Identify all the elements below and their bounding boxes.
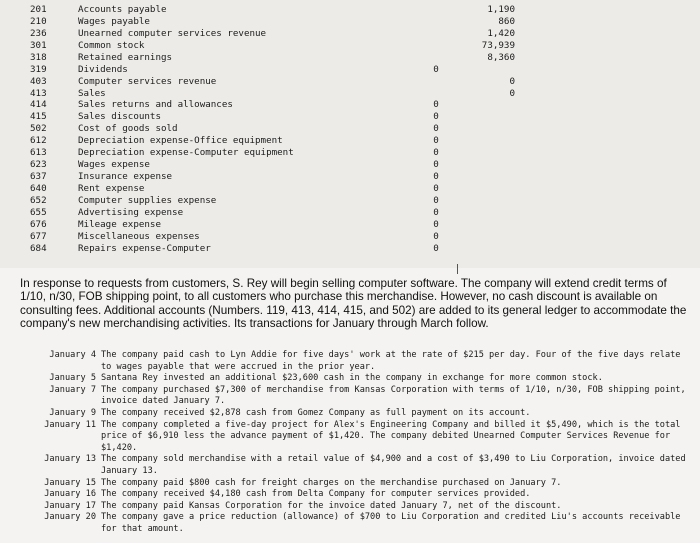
credit-balance: 0 <box>509 87 515 99</box>
debit-balance: 0 <box>433 242 439 254</box>
debit-balance: 0 <box>433 135 439 147</box>
account-name: Accounts payable <box>78 4 167 15</box>
account-number: 655 <box>30 206 47 218</box>
account-number: 403 <box>30 75 47 87</box>
transaction-date: January 16 <box>44 489 96 500</box>
transaction-item <box>0 501 700 513</box>
account-name: Insurance expense <box>78 171 173 183</box>
account-number: 612 <box>30 135 47 147</box>
account-name: Wages expense <box>78 159 150 171</box>
transaction-item <box>0 489 700 501</box>
text-cursor <box>457 264 458 274</box>
transaction-text: The company paid cash to Lyn Addie for five days' work at the rate of $215 per day. Four of the five days relate to wages payable that were accrued in the prior year. <box>101 350 681 372</box>
account-name: Depreciation expense-Office equipment <box>78 135 283 147</box>
account-number: 236 <box>30 27 47 39</box>
account-number: 201 <box>30 4 47 15</box>
credit-balance: 8,360 <box>487 51 515 63</box>
credit-balance: 73,939 <box>481 39 515 51</box>
credit-balance: 860 <box>498 15 515 27</box>
debit-balance: 0 <box>433 206 439 218</box>
transaction-text: The company completed a five-day project for Alex's Engineering Company and billed it $5,490, which is the total price of $6,910 less the advance payment of $1,420. The company debited Unearned Computer Services Revenue for $1,420. <box>101 419 681 453</box>
debit-balance: 0 <box>433 147 439 159</box>
account-number: 210 <box>30 15 47 27</box>
transaction-item <box>0 420 700 455</box>
account-name: Wages payable <box>78 15 150 27</box>
ledger-table <box>0 0 700 268</box>
debit-balance: 0 <box>433 171 439 183</box>
account-name: Computer supplies expense <box>78 194 217 206</box>
transaction-item <box>0 373 700 385</box>
account-number: 319 <box>30 63 47 75</box>
transaction-text: The company paid Kansas Corporation for the invoice dated January 7, net of the discount. <box>101 500 562 511</box>
transaction-text: Santana Rey invested an additional $23,600 cash in the company in exchange for more common stock. <box>101 373 603 384</box>
account-name: Rent expense <box>78 182 145 194</box>
account-number: 623 <box>30 159 47 171</box>
credit-balance: 0 <box>509 75 515 87</box>
transaction-text: The company sold merchandise with a retail value of $4,900 and a cost of $3,490 to Liu Corporation, invoice dated January 13. <box>101 454 686 476</box>
account-name: Computer services revenue <box>78 75 217 87</box>
transaction-date: January 7 <box>49 384 96 395</box>
transaction-item <box>0 408 700 420</box>
account-number: 301 <box>30 39 47 51</box>
transaction-date: January 13 <box>44 454 96 465</box>
transaction-item <box>0 350 700 373</box>
debit-balance: 0 <box>433 111 439 123</box>
credit-balance: 1,190 <box>487 4 515 15</box>
transaction-item <box>0 385 700 408</box>
transaction-item <box>0 478 700 490</box>
account-number: 613 <box>30 147 47 159</box>
debit-balance: 0 <box>433 218 439 230</box>
debit-balance: 0 <box>433 182 439 194</box>
transaction-text: The company received $4,180 cash from Delta Company for computer services provided. <box>101 489 531 500</box>
transaction-date: January 17 <box>44 500 96 511</box>
transaction-item <box>0 454 700 477</box>
transaction-date: January 4 <box>49 350 96 360</box>
account-name: Retained earnings <box>78 51 173 63</box>
account-number: 684 <box>30 242 47 254</box>
transaction-date: January 11 <box>44 419 96 430</box>
account-number: 414 <box>30 99 47 111</box>
transaction-item <box>0 512 700 535</box>
account-name: Repairs expense-Computer <box>78 242 211 254</box>
account-number: 318 <box>30 51 47 63</box>
narrative-paragraph: In response to requests from customers, S. Rey will begin selling computer software. The company will extend credit terms of 1/10, n/30, FOB shipping point, to all customers who purchase this merchandise. However, no cash discount is available on consulting fees. Additional accounts (Numbers. 119, 413, 414, 415, and 502) are added to its general ledger to accommodate the company's new merchandising activities. Its transactions for January through March follow. <box>20 277 687 331</box>
account-number: 652 <box>30 194 47 206</box>
transaction-text: The company gave a price reduction (allowance) of $700 to Liu Corporation and credited Liu's accounts receivable for that amount. <box>101 512 681 534</box>
transaction-text: The company purchased $7,300 of merchandise from Kansas Corporation with terms of 1/10, n/30, FOB shipping point, invoice dated January 7. <box>101 384 686 407</box>
account-name: Sales <box>78 87 106 99</box>
transaction-date: January 15 <box>44 477 96 488</box>
account-number: 415 <box>30 111 47 123</box>
transaction-date: January 20 <box>44 512 96 523</box>
transaction-text: The company received $2,878 cash from Gomez Company as full payment on its account. <box>101 407 531 418</box>
transaction-date: January 5 <box>49 373 96 384</box>
account-name: Sales returns and allowances <box>78 99 233 111</box>
debit-balance: 0 <box>433 159 439 171</box>
account-name: Depreciation expense-Computer equipment <box>78 147 294 159</box>
account-name: Cost of goods sold <box>78 123 178 135</box>
account-name: Sales discounts <box>78 111 161 123</box>
account-number: 640 <box>30 182 47 194</box>
account-name: Common stock <box>78 39 145 51</box>
debit-balance: 0 <box>433 230 439 242</box>
account-number: 677 <box>30 230 47 242</box>
debit-balance: 0 <box>433 99 439 111</box>
debit-balance: 0 <box>433 123 439 135</box>
transaction-list <box>0 350 700 536</box>
account-name: Mileage expense <box>78 218 161 230</box>
account-number: 637 <box>30 171 47 183</box>
account-number: 413 <box>30 87 47 99</box>
debit-balance: 0 <box>433 63 439 75</box>
transaction-text: The company paid $800 cash for freight charges on the merchandise purchased on January 7. <box>101 477 562 488</box>
debit-balance: 0 <box>433 194 439 206</box>
account-name: Unearned computer services revenue <box>78 27 267 39</box>
account-number: 676 <box>30 218 47 230</box>
credit-balance: 1,420 <box>487 27 515 39</box>
account-name: Advertising expense <box>78 206 184 218</box>
account-number: 502 <box>30 123 47 135</box>
transaction-date: January 9 <box>49 407 96 418</box>
account-name: Dividends <box>78 63 128 75</box>
account-name: Miscellaneous expenses <box>78 230 200 242</box>
